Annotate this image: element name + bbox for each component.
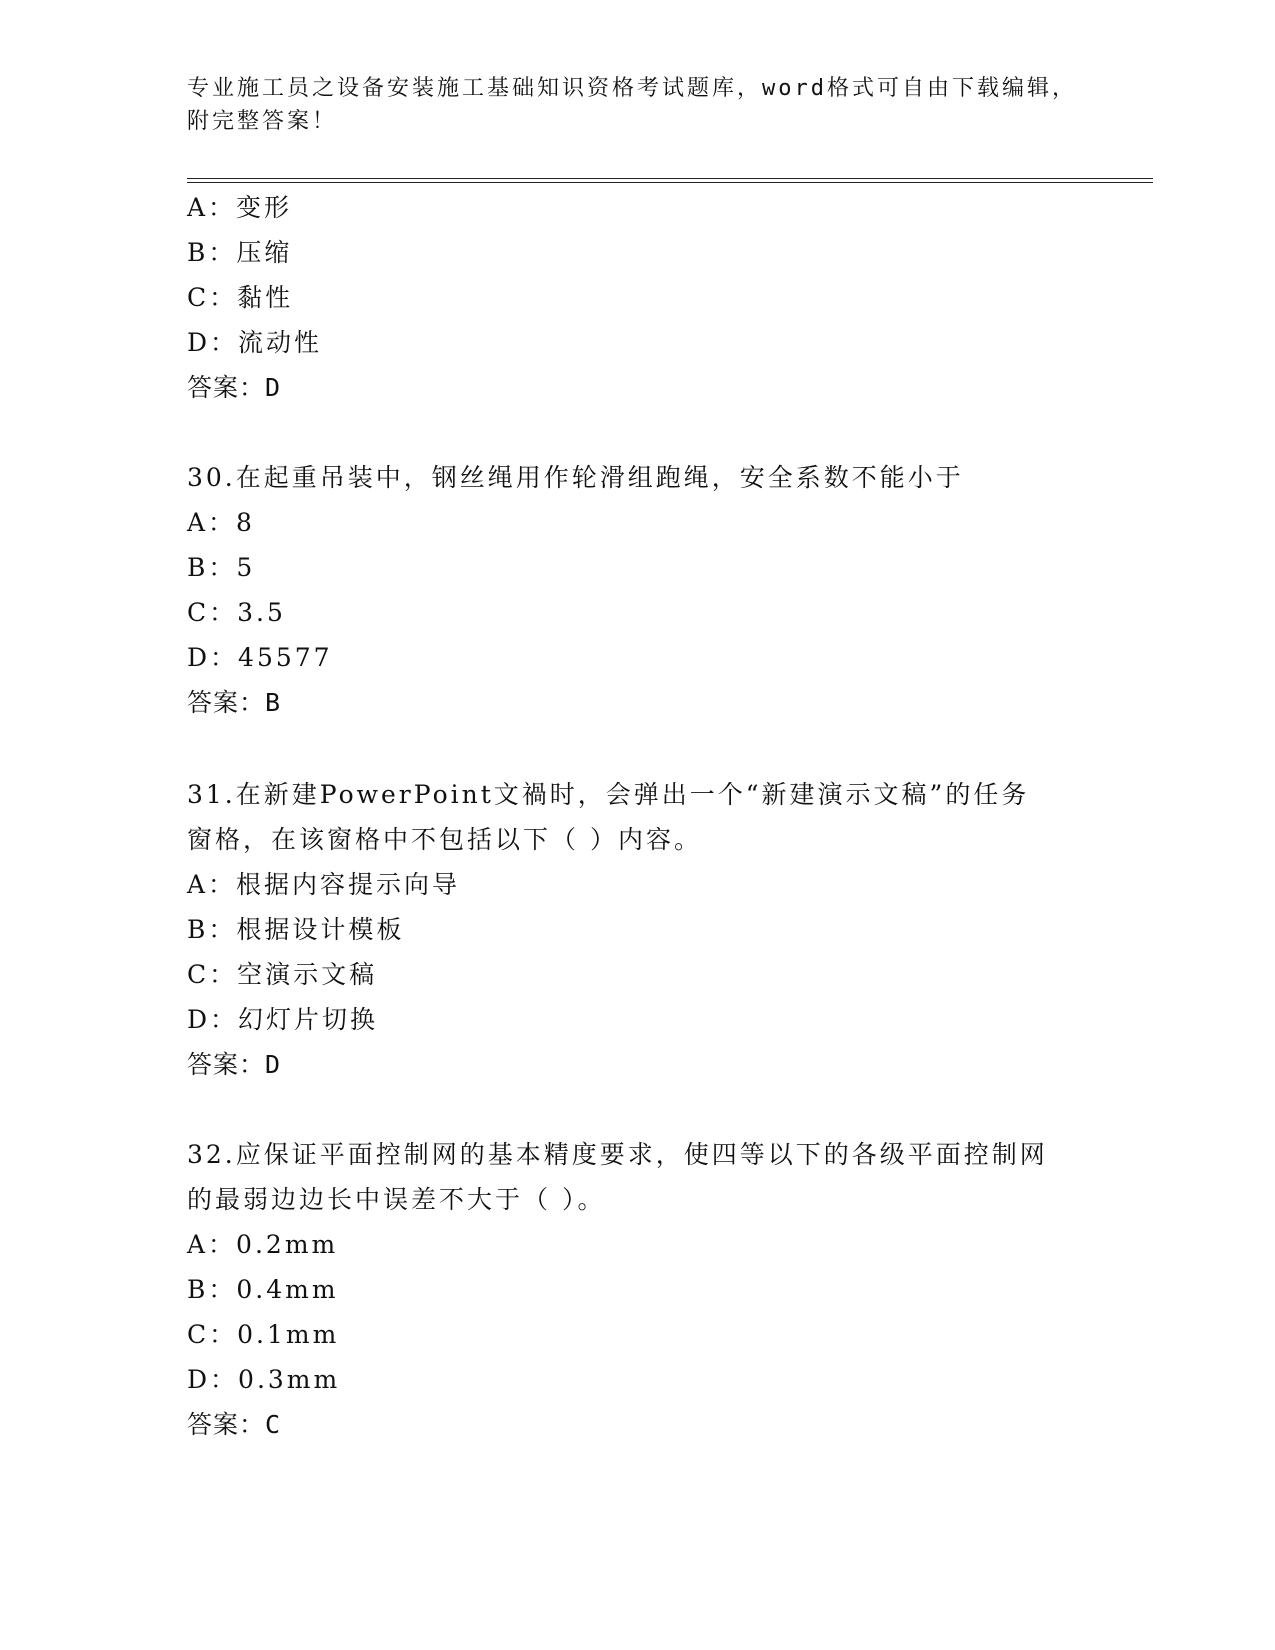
q29-option-c: C：黏性 [187,283,294,312]
q30-option-a: A：8 [187,508,255,537]
q32-option-d: D：0.3mm [187,1365,341,1394]
q30-option-b: B：5 [187,553,256,582]
q32-option-b: B：0.4mm [187,1275,339,1304]
q32-stem-line-1: 32.应保证平面控制网的基本精度要求，使四等以下的各级平面控制网 [187,1140,1048,1169]
q30-option-c: C：3.5 [187,598,286,627]
q32-answer: 答案：C [187,1410,282,1439]
q31-stem-line-2: 窗格，在该窗格中不包括以下（ ）内容。 [187,825,702,854]
q32-stem-line-2: 的最弱边边长中误差不大于（ ）。 [187,1185,606,1214]
header-line-2: 附完整答案！ [187,109,338,134]
q31-option-d: D：幻灯片切换 [187,1005,379,1034]
q30-option-d: D：45577 [187,643,333,672]
q30-stem: 30.在起重吊装中，钢丝绳用作轮滑组跑绳，安全系数不能小于 [187,463,964,492]
q32-option-a: A：0.2mm [187,1230,339,1259]
q31-option-c: C：空演示文稿 [187,960,378,989]
header-divider-bottom [187,182,1153,183]
q29-option-d: D：流动性 [187,328,323,357]
header-divider-top [187,178,1153,179]
q31-option-a: A：根据内容提示向导 [187,870,461,899]
q29-answer: 答案：D [187,373,282,402]
q32-option-c: C：0.1mm [187,1320,340,1349]
document-header [187,72,1077,138]
q29-option-a: A：变形 [187,193,293,222]
q30-answer: 答案：B [187,688,282,717]
q31-option-b: B：根据设计模板 [187,915,405,944]
header-line-1: 专业施工员之设备安装施工基础知识资格考试题库，word格式可自由下载编辑， [187,76,1077,101]
q31-stem-line-1: 31.在新建PowerPoint文禍时，会弹出一个“新建演示文稿”的任务 [187,780,1030,809]
q29-option-b: B：压缩 [187,238,293,267]
q31-answer: 答案：D [187,1050,282,1079]
